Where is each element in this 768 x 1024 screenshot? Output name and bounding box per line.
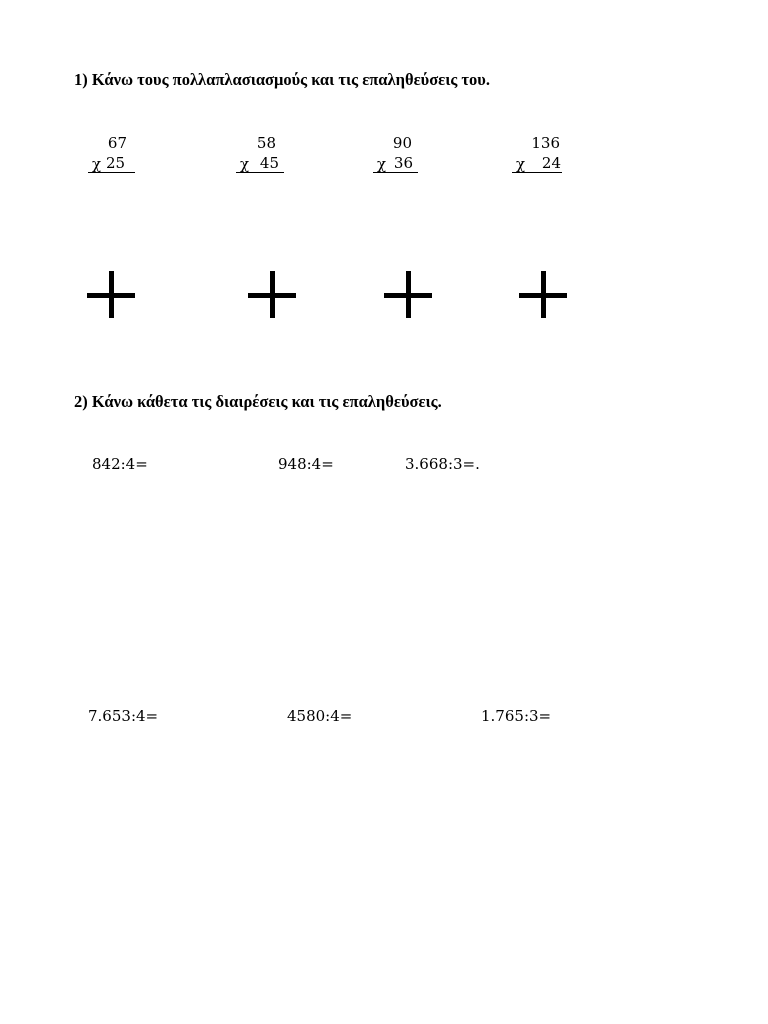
division-problem: 7.653:4= bbox=[88, 707, 159, 725]
plus-icon bbox=[384, 271, 432, 319]
times-sign: χ bbox=[92, 155, 102, 173]
multiplier: 25 bbox=[106, 154, 126, 172]
section-2-heading: 2) Κάνω κάθετα τις διαιρέσεις και τις επαληθεύσεις. bbox=[74, 392, 442, 411]
multiplicand: 67 bbox=[107, 134, 127, 152]
division-problem: 3.668:3=. bbox=[405, 455, 480, 473]
section-1-heading: 1) Κάνω τους πολλαπλασιασμούς και τις επαληθεύσεις του. bbox=[74, 70, 490, 89]
times-sign: χ bbox=[240, 155, 250, 173]
plus-icon bbox=[519, 271, 567, 319]
multiplier: 45 bbox=[259, 154, 279, 172]
multiplicand: 136 bbox=[531, 134, 560, 152]
multiplier-row bbox=[373, 153, 418, 173]
multiplier-row bbox=[236, 153, 284, 173]
multiplicand: 58 bbox=[256, 134, 276, 152]
division-problem: 948:4= bbox=[278, 455, 334, 473]
multiplication-problem bbox=[373, 133, 418, 173]
division-problem: 4580:4= bbox=[287, 707, 353, 725]
multiplication-problem bbox=[88, 133, 135, 173]
multiplier-row bbox=[512, 153, 562, 173]
times-sign: χ bbox=[516, 155, 526, 173]
multiplicand: 90 bbox=[392, 134, 412, 152]
multiplier: 36 bbox=[393, 154, 413, 172]
times-sign: χ bbox=[377, 155, 387, 173]
multiplication-problem bbox=[236, 133, 284, 173]
multiplier-row bbox=[88, 153, 135, 173]
multiplication-problem bbox=[512, 133, 562, 173]
division-problem: 842:4= bbox=[92, 455, 148, 473]
plus-icon bbox=[248, 271, 296, 319]
division-problem: 1.765:3= bbox=[481, 707, 552, 725]
plus-icon bbox=[87, 271, 135, 319]
multiplier: 24 bbox=[541, 154, 561, 172]
